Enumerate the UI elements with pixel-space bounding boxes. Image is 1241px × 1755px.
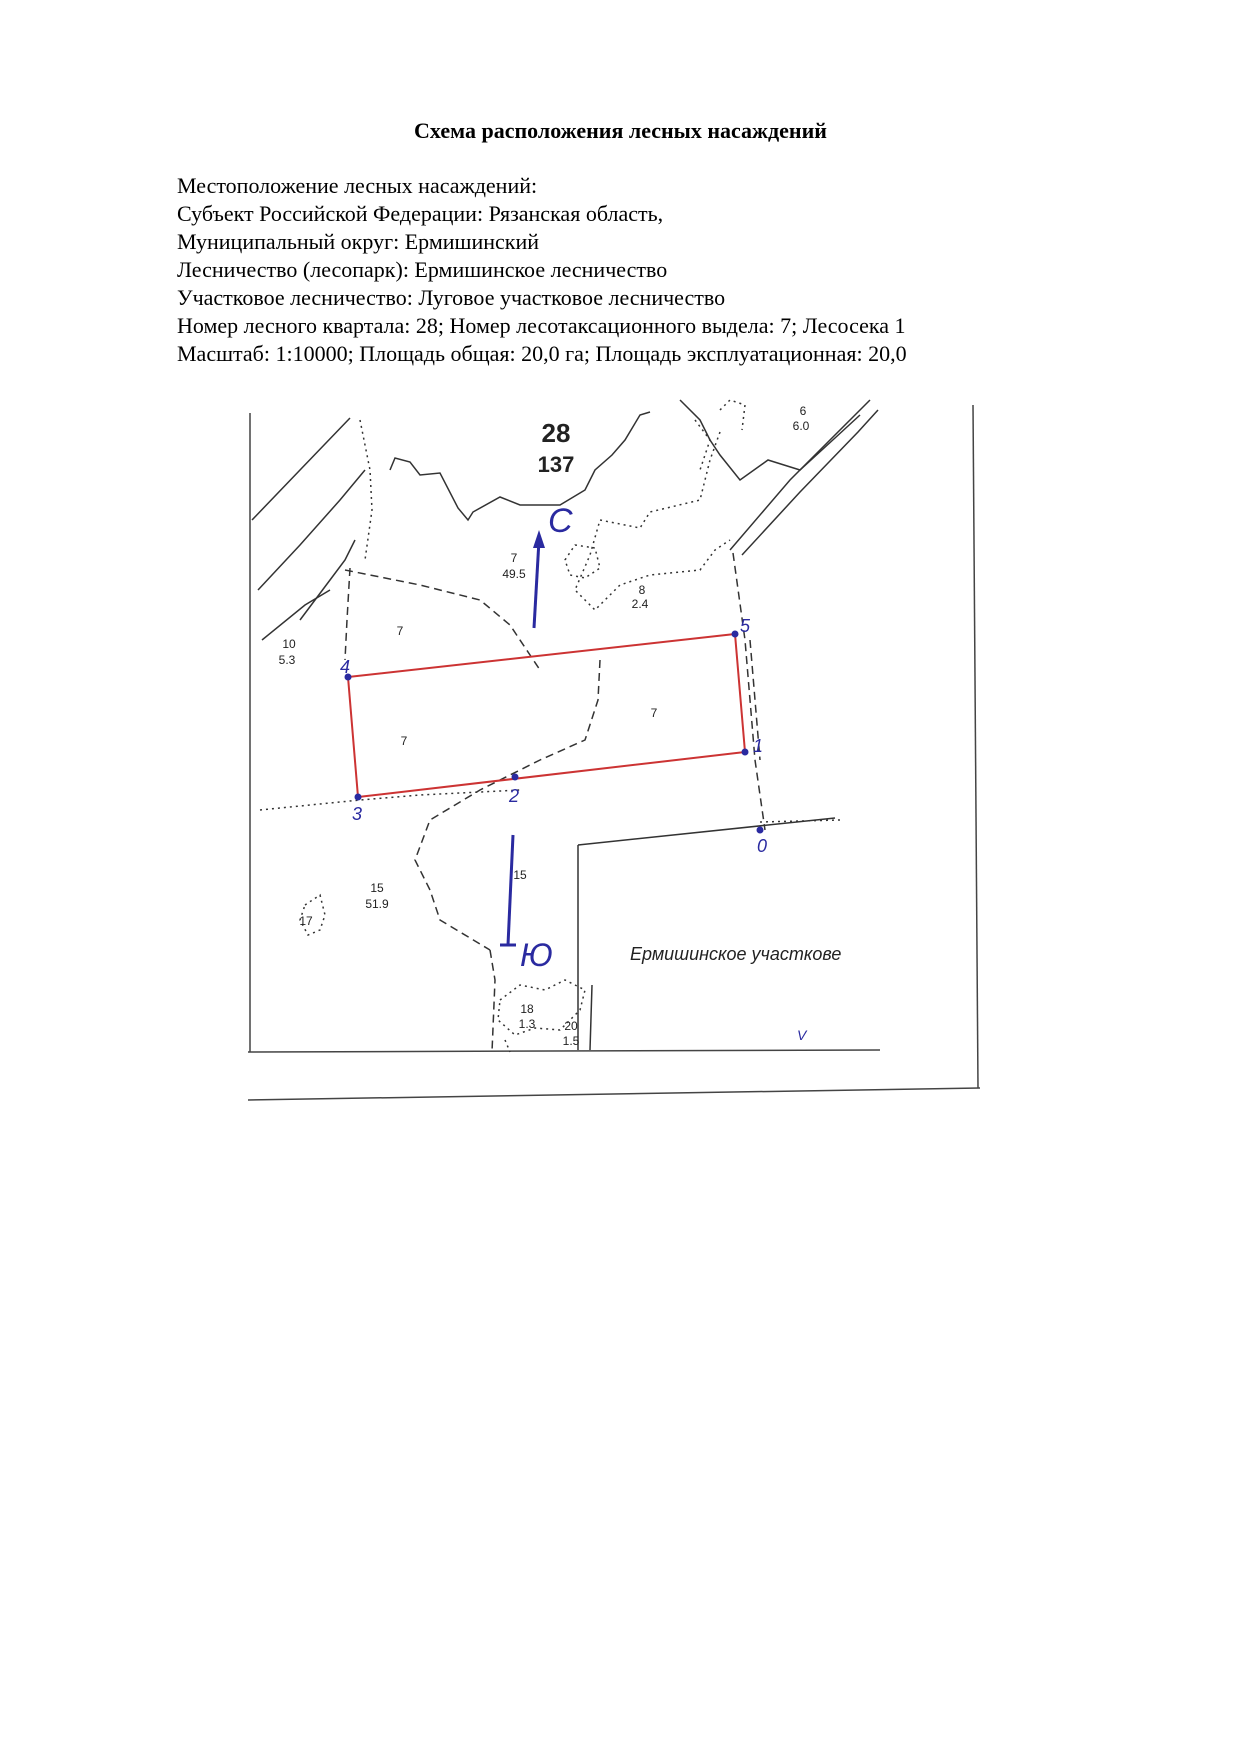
north-arrow [533,530,545,628]
boundary-point-dots [345,631,764,834]
info-line-subforestry: Участковое лесничество: Луговое участковое лесничество [177,285,726,310]
plot-number-17: 17 [299,914,313,928]
info-line-quarter: Номер лесного квартала: 28; Номер лесотаксационного выдела: 7; Лесосека 1 [177,313,906,338]
plot-area-7-main: 49.5 [502,567,526,581]
info-line-district: Муниципальный округ: Ермишинский [177,229,540,254]
south-arrow [500,835,516,945]
north-label: С [548,502,573,540]
point-label-3: 3 [352,804,363,824]
scan-frame [248,405,980,1100]
map-dashed-lines [345,553,768,1052]
plot-area-8: 2.4 [631,597,649,611]
neighbor-forestry-label: Ермишинское участкове [630,944,842,964]
info-line-forestry: Лесничество (лесопарк): Ермишинское лесничество [177,257,668,282]
page-title: Схема расположения лесных насаждений [414,118,827,143]
plot-number-7-right: 7 [650,706,658,720]
plot-area-15: 51.9 [365,897,389,911]
plot-number-6: 6 [799,404,807,418]
info-line-region: Субъект Российской Федерации: Рязанская область, [177,201,664,226]
plot-number-15-small: 15 [513,868,527,882]
corner-mark: V [797,1027,807,1043]
point-label-5: 5 [740,616,751,636]
info-line-scale-area: Масштаб: 1:10000; Площадь общая: 20,0 га; Площадь эксплуатационная: 20,0 [177,341,907,366]
plot-number-7-main: 7 [510,551,518,565]
quarter-area: 137 [537,452,575,477]
plot-area-20: 1.5 [562,1034,580,1048]
plot-area-6: 6.0 [792,419,810,433]
point-label-4: 4 [340,657,351,677]
plot-number-8: 8 [638,583,646,597]
south-label: Ю [520,937,553,973]
plot-number-7-center: 7 [400,734,408,748]
plot-area-10: 5.3 [278,653,296,667]
point-label-2: 2 [509,786,520,806]
info-line-location: Местоположение лесных насаждений: [177,173,538,198]
plot-number-10: 10 [282,637,296,651]
plot-number-20: 20 [564,1019,578,1033]
plot-number-15: 15 [370,881,384,895]
plot-area-18: 1.3 [518,1017,536,1031]
quarter-number: 28 [541,418,571,448]
plot-number-7-left: 7 [396,624,404,638]
point-label-0: 0 [757,836,768,856]
plot-number-18: 18 [520,1002,534,1016]
cut-area-boundary [348,634,745,797]
point-label-1: 1 [753,736,764,756]
